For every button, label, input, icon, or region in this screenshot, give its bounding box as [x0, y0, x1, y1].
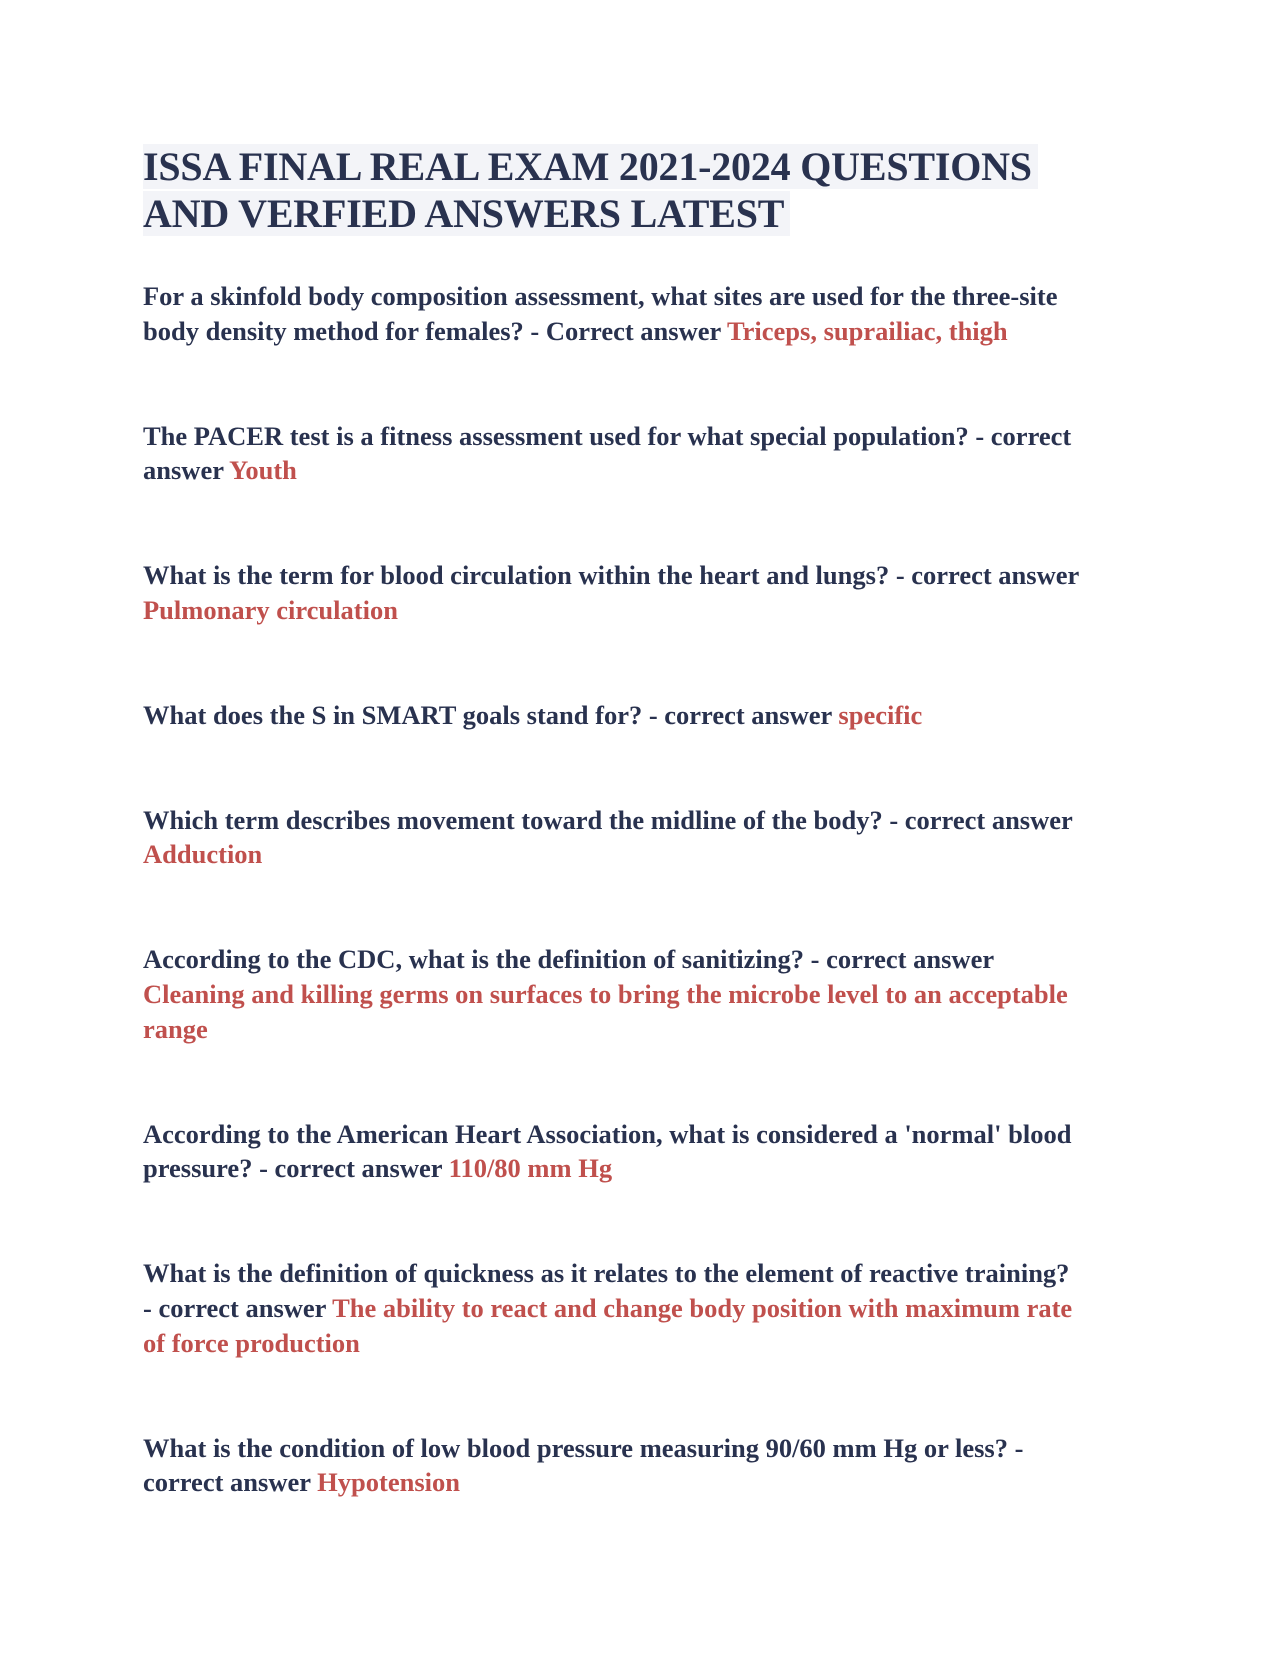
- qa-item: [143, 1256, 1083, 1360]
- document-title: ISSA FINAL REAL EXAM 2021-2024 QUESTIONS AND VERFIED ANSWERS LATEST: [143, 143, 1083, 237]
- answer-text: Triceps, suprailiac, thigh: [726, 315, 1008, 346]
- question-text: What does the S in SMART goals stand for? - correct answer: [143, 699, 832, 730]
- question-text: The PACER test is a fitness assessment used for what special population? - correct answer: [143, 420, 1072, 486]
- question-text: According to the American Heart Association, what is considered a 'normal' blood pressure? - correct answer: [143, 1118, 1072, 1184]
- answer-text: 110/80 mm Hg: [448, 1153, 613, 1184]
- qa-item: [143, 419, 1083, 489]
- answer-text: Cleaning and killing germs on surfaces to bring the microbe level to an acceptable range: [143, 978, 1068, 1044]
- answer-text: Adduction: [143, 839, 263, 870]
- qa-item: [143, 279, 1083, 349]
- qa-item: [143, 942, 1083, 1046]
- answer-text: Hypotension: [317, 1467, 460, 1498]
- qa-list: [143, 279, 1083, 1500]
- question-text: According to the CDC, what is the definition of sanitizing? - correct answer: [143, 944, 994, 975]
- qa-item: [143, 1117, 1083, 1187]
- question-text: For a skinfold body composition assessment, what sites are used for the three-site body density method for females? - Correct answer: [143, 281, 1058, 346]
- answer-text: specific: [838, 699, 923, 730]
- answer-text: Youth: [229, 455, 297, 486]
- question-text: What is the definition of quickness as it relates to the element of reactive training? - correct answer: [143, 1258, 1070, 1323]
- answer-text: Pulmonary circulation: [143, 594, 398, 625]
- question-text: Which term describes movement toward the midline of the body? - correct answer: [143, 804, 1073, 835]
- question-text: What is the condition of low blood pressure measuring 90/60 mm Hg or less? - correct answer: [143, 1432, 1024, 1498]
- question-text: What is the term for blood circulation within the heart and lungs? - correct answer: [143, 560, 1079, 591]
- qa-item: [143, 698, 1083, 733]
- qa-item: [143, 1431, 1083, 1501]
- qa-item: [143, 558, 1083, 628]
- answer-text: The ability to react and change body position with maximum rate of force production: [143, 1292, 1073, 1358]
- qa-item: [143, 803, 1083, 873]
- document-page: [143, 143, 1083, 1570]
